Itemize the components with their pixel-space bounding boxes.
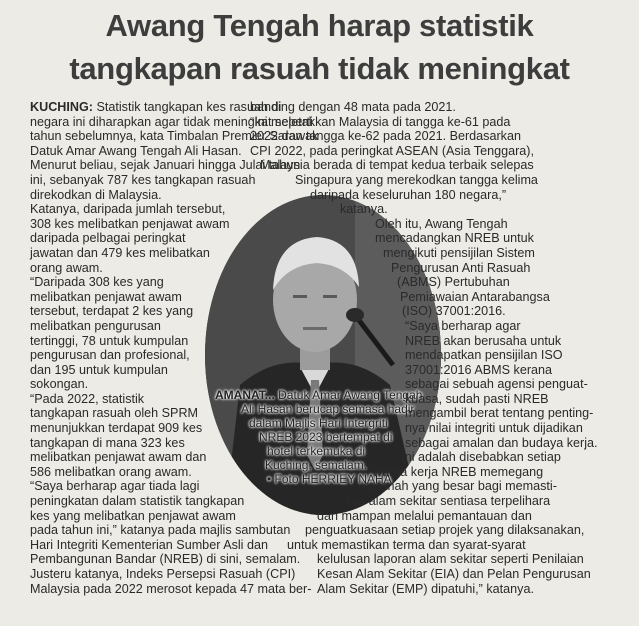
- article-line: daripada pelbagai peringkat: [30, 231, 186, 246]
- article-line: mencadangkan NREB untuk: [375, 231, 534, 246]
- article-line: Malaysia berada di tempat kedua terbaik selepas: [260, 158, 534, 173]
- article-line: daripada keseluruhan 180 negara,”: [310, 187, 507, 202]
- caption-line: dalam Majlis Hari Intergriti: [249, 416, 388, 430]
- headline-line-2: tangkapan rasuah tidak meningkat: [69, 51, 570, 86]
- article-line: kes yang melibatkan penjawat awam: [30, 508, 236, 523]
- article-line: melibatkan pengurusan: [30, 318, 161, 333]
- article-line: Katanya, daripada jumlah tersebut,: [30, 202, 226, 217]
- article-line: Pengurusan Anti Rasuah: [391, 260, 531, 275]
- article-line: pengurusan dan profesional,: [30, 348, 190, 363]
- article-line: melibatkan penjawat awam: [30, 289, 182, 304]
- article-line: Pemiawaian Antarabangsa: [400, 289, 550, 304]
- article-line: 2022 dan tangga ke-62 pada 2021. Berdasarkan: [250, 129, 521, 144]
- article-line: Statistik tangkapan kes rasuah di: [92, 100, 282, 114]
- article-line: negara ini diharapkan agar tidak meningkat seperti: [30, 114, 313, 129]
- article-line: mendapatkan pensijilan ISO: [405, 348, 563, 363]
- article-line: tangkapan rasuah oleh SPRM: [30, 406, 199, 421]
- article-line: “Saya berharap agar tiada lagi: [30, 479, 200, 494]
- article-line: amanah yang besar bagi memasti-: [363, 479, 557, 494]
- caption-line: NREB 2023 bertempat di: [259, 430, 393, 444]
- article-line: CPI 2022, pada peringkat ASEAN (Asia Tenggara),: [250, 143, 534, 158]
- caption-line: Ali Hasan berucap semasa hadir: [241, 402, 415, 416]
- dateline: KUCHING:: [30, 100, 93, 114]
- article-line: banding dengan 48 mata pada 2021.: [250, 100, 456, 114]
- article-line: Kesan Alam Sekitar (EIA) dan Pelan Pengurusan: [317, 567, 591, 581]
- article-line: dan mampan melalui pemantauan dan: [317, 508, 532, 523]
- article-line: kelulusan laporan alam sekitar seperti Penilaian: [317, 552, 584, 567]
- article-line: direkodkan di Malaysia.: [30, 187, 162, 202]
- article-line: ini, sebanyak 787 kes tangkapan rasuah: [30, 172, 256, 187]
- article-line: 586 melibatkan orang awam.: [30, 464, 192, 479]
- article-line: peningkatan dalam statistik tangkapan: [30, 494, 245, 509]
- article-line: pada tahun ini,” katanya pada majlis sambutan: [30, 523, 291, 538]
- article-line: dan 195 untuk kumpulan: [30, 362, 168, 377]
- article-line: “Pada 2022, statistik: [30, 391, 145, 406]
- article-line: “Ini adalah disebabkan setiap: [397, 450, 561, 465]
- article-line: Datuk Amar Awang Tengah Ali Hasan.: [30, 143, 242, 158]
- article-line: Malaysia pada 2022 merosot kepada 47 mata ber-: [30, 581, 312, 596]
- article-line: tersebut, terdapat 2 kes yang: [30, 304, 194, 319]
- caption-line: Datuk Amar Awang Tengah: [274, 388, 423, 402]
- article-left-column: [30, 100, 330, 596]
- article-line: kan alam sekitar sentiasa terpelihara: [345, 494, 551, 509]
- article-line: katanya.: [340, 202, 388, 217]
- article-line: jawatan dan 479 kes melibatkan: [30, 245, 210, 260]
- caption-line: hotel terkemuka di: [267, 444, 366, 458]
- article-line: “Daripada 308 kes yang: [30, 275, 164, 290]
- article-line: sokongan.: [30, 377, 89, 392]
- article-line: “Ini meletakkan Malaysia di tangga ke-61 pada: [250, 114, 511, 129]
- article-line: NREB akan berusaha untuk: [405, 333, 562, 348]
- article-line: kuasa, sudah pasti NREB: [405, 391, 549, 406]
- article-line: Alam Sekitar (EMP) dipatuhi,” katanya.: [317, 581, 534, 596]
- article-line: tertinggi, 78 untuk kumpulan: [30, 333, 189, 348]
- article-line: Pembangunan Bandar (NREB) di sini, semalam.: [30, 552, 301, 567]
- article-line: sebagai amalan dan budaya kerja.: [405, 435, 598, 450]
- article-line: orang awam.: [30, 260, 103, 275]
- headline: [0, 4, 639, 90]
- article-line: tahun sebelumnya, kata Timbalan Premier Sarawak: [30, 129, 319, 144]
- article-line: Hari Integriti Kementerian Sumber Asli dan: [30, 537, 268, 552]
- photo-credit: • Foto HERRIEY NAHA: [267, 472, 392, 486]
- article-line: Justeru katanya, Indeks Persepsi Rasuah (CPI): [30, 567, 296, 581]
- headline-line-1: Awang Tengah harap statistik: [105, 8, 534, 43]
- article-line: (ISO) 37001:2016.: [402, 304, 506, 319]
- article-line: Menurut beliau, sejak Januari hingga Julai tahun: [30, 158, 301, 173]
- caption-line: Kuching, semalam.: [265, 458, 368, 472]
- article-line: 37001:2016 ABMS kerana: [405, 362, 553, 377]
- article-line: Oleh itu, Awang Tengah: [375, 216, 508, 231]
- article-line: Singapura yang merekodkan tangga kelima: [295, 172, 538, 187]
- article-line: (ABMS) Pertubuhan: [397, 275, 510, 290]
- article-line: nya nilai integriti untuk dijadikan: [405, 421, 583, 436]
- article-line: “Saya berharap agar: [405, 318, 521, 333]
- article-line: penguatkuasaan setiap projek yang dilaksanakan,: [305, 523, 585, 538]
- article-line: warga kerja NREB memegang: [373, 464, 544, 479]
- article-line: untuk memastikan terma dan syarat-syarat: [287, 537, 526, 552]
- article-line: 308 kes melibatkan penjawat awam: [30, 216, 230, 231]
- article-line: tangkapan di mana 323 kes: [30, 435, 185, 450]
- article-line: mengikuti pensijilan Sistem: [383, 245, 535, 260]
- article-line: menunjukkan terdapat 909 kes: [30, 421, 203, 436]
- caption-label: AMANAT...: [215, 388, 275, 402]
- article-line: sebagai sebuah agensi penguat-: [405, 377, 588, 392]
- article-line: mengambil berat tentang penting-: [405, 406, 594, 421]
- article-line: melibatkan penjawat awam dan: [30, 450, 207, 465]
